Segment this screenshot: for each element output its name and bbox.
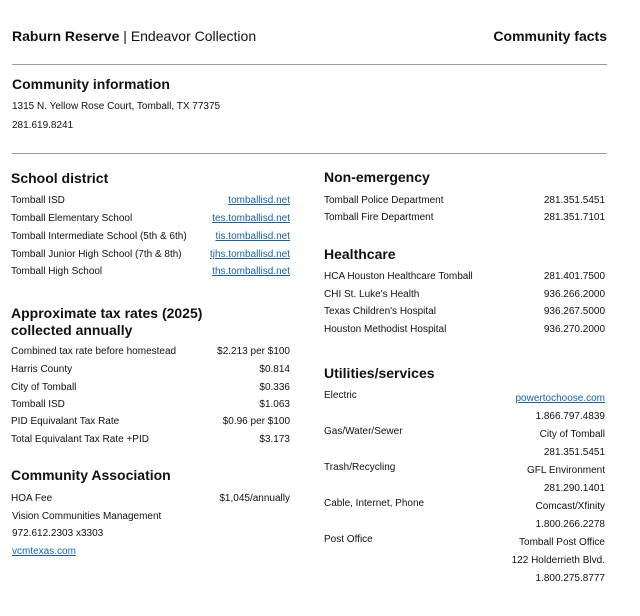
tax-value: $0.336 (259, 382, 290, 393)
tax-value: $1.063 (259, 399, 290, 410)
hoa-fee-label: HOA Fee (11, 493, 53, 504)
tax-label: Tomball ISD (11, 399, 65, 410)
tax-value: $2.213 per $100 (217, 346, 290, 357)
school-name: Tomball ISD (11, 195, 65, 206)
tax-rates-heading (11, 305, 202, 339)
utility-phone: 1.800.275.8777 (535, 573, 605, 584)
utility-label: Gas/Water/Sewer (324, 426, 403, 437)
utility-values (527, 462, 605, 498)
school-row (11, 195, 290, 206)
non-emergency-row (324, 195, 605, 206)
community-address: 1315 N. Yellow Rose Court, Tomball, TX 77375 (12, 101, 221, 112)
tax-label: Combined tax rate before homestead (11, 346, 177, 357)
community-facts-title: Community facts (493, 28, 607, 44)
tax-row (11, 382, 290, 393)
utility-provider: City of Tomball (539, 429, 605, 440)
healthcare-row (324, 271, 605, 282)
hospital-phone: 936.267.5000 (543, 306, 605, 317)
title-separator: | (123, 28, 127, 44)
tax-row (11, 364, 290, 375)
tax-value: $3.173 (259, 434, 290, 445)
tax-rates-heading-line2: collected annually (11, 322, 133, 338)
school-district-heading: School district (11, 170, 109, 186)
school-row (11, 213, 290, 224)
healthcare-row (324, 324, 605, 335)
school-name: Tomball Intermediate School (5th & 6th) (11, 231, 187, 242)
hospital-phone: 281.401.7500 (543, 271, 605, 282)
hoa-manager: Vision Communities Management (12, 511, 162, 522)
utility-label: Electric (324, 390, 357, 401)
department-name: Tomball Police Department (324, 195, 444, 206)
divider-top (12, 64, 607, 65)
collection-name: Endeavor Collection (130, 28, 257, 44)
utility-values (512, 534, 605, 588)
hoa-fee-value: $1,045/annually (219, 493, 290, 504)
hoa-website-link[interactable]: vcmtexas.com (12, 546, 76, 557)
department-name: Tomball Fire Department (324, 212, 434, 223)
school-website-link[interactable]: tjhs.tomballisd.net (209, 249, 290, 260)
school-website-link[interactable]: ths.tomballisd.net (212, 266, 290, 277)
school-name: Tomball Elementary School (11, 213, 133, 224)
hospital-name: Texas Children's Hospital (324, 306, 436, 317)
utilities-heading: Utilities/services (324, 365, 435, 381)
tax-value: $0.96 per $100 (222, 416, 290, 427)
non-emergency-row (324, 212, 605, 223)
school-website-link[interactable]: tes.tomballisd.net (212, 213, 290, 224)
community-name: Raburn Reserve (12, 28, 120, 44)
hospital-name: HCA Houston Healthcare Tomball (324, 271, 473, 282)
school-website-link[interactable]: tomballisd.net (228, 195, 290, 206)
electric-website-link[interactable]: powertochoose.com (515, 393, 605, 404)
utility-label: Post Office (324, 534, 373, 545)
utility-label: Trash/Recycling (324, 462, 396, 473)
healthcare-heading: Healthcare (324, 246, 396, 262)
school-row (11, 231, 290, 242)
school-row (11, 249, 290, 260)
school-row (11, 266, 290, 277)
divider-middle (12, 153, 607, 154)
department-phone: 281.351.7101 (543, 212, 605, 223)
healthcare-row (324, 306, 605, 317)
utility-provider: GFL Environment (527, 465, 605, 476)
utility-phone: 281.290.1401 (543, 483, 605, 494)
community-association-heading: Community Association (11, 467, 171, 483)
non-emergency-heading: Non-emergency (324, 169, 430, 185)
utility-label: Cable, Internet, Phone (324, 498, 425, 509)
utility-phone: 1.800.266.2278 (535, 519, 605, 530)
school-name: Tomball High School (11, 266, 103, 277)
hospital-phone: 936.266.2000 (543, 289, 605, 300)
utility-provider: Comcast/Xfinity (535, 501, 605, 512)
utility-phone: 281.351.5451 (543, 447, 605, 458)
utility-provider: Tomball Post Office (519, 537, 605, 548)
school-name: Tomball Junior High School (7th & 8th) (11, 249, 182, 260)
tax-rates-heading-line1: Approximate tax rates (2025) (11, 305, 203, 321)
healthcare-row (324, 289, 605, 300)
hoa-phone: 972.612.2303 x3303 (12, 528, 104, 539)
tax-row (11, 434, 290, 445)
community-info-heading: Community information (12, 76, 170, 92)
utility-values (516, 390, 606, 426)
tax-label: Total Equivalant Tax Rate +PID (11, 434, 149, 445)
tax-label: City of Tomball (11, 382, 77, 393)
tax-row (11, 416, 290, 427)
hoa-fee-row (11, 493, 290, 504)
department-phone: 281.351.5451 (543, 195, 605, 206)
utility-values (535, 498, 605, 534)
tax-value: $0.814 (259, 364, 290, 375)
community-phone: 281.619.8241 (12, 120, 74, 131)
tax-label: Harris County (11, 364, 73, 375)
tax-row (11, 346, 290, 357)
tax-row (11, 399, 290, 410)
utility-values (540, 426, 605, 462)
tax-label: PID Equivalant Tax Rate (11, 416, 120, 427)
utility-phone: 1.866.797.4839 (535, 411, 605, 422)
hospital-name: Houston Methodist Hospital (324, 324, 447, 335)
school-website-link[interactable]: tis.tomballisd.net (215, 231, 290, 242)
page-header-title (12, 28, 256, 44)
post-office-address: 122 Holderrieth Blvd. (511, 555, 605, 566)
hospital-name: CHI St. Luke's Health (324, 289, 420, 300)
hospital-phone: 936.270.2000 (543, 324, 605, 335)
